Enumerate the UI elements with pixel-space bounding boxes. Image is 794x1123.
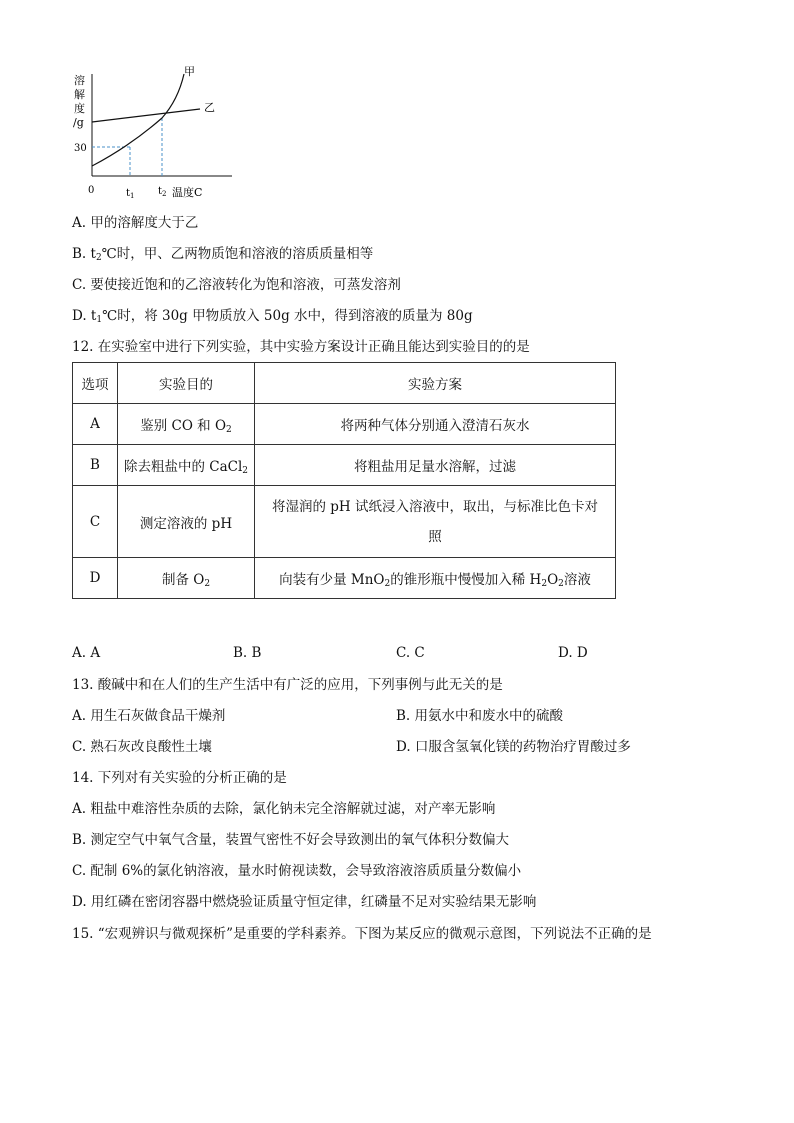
row-plan: 将粗盐用足量水溶解，过滤 xyxy=(255,445,616,486)
table-header-row xyxy=(73,363,616,404)
q14-option-d: D. 用红磷在密闭容器中燃烧验证质量守恒定律，红磷量不足对实验结果无影响 xyxy=(72,894,537,910)
q13-option-a: A. 用生石灰做食品干燥剂 xyxy=(72,708,226,724)
q14-option-a: A. 粗盐中难溶性杂质的去除，氯化钠未完全溶解就过滤，对产率无影响 xyxy=(72,801,496,817)
y-label-char: 度 xyxy=(74,102,85,115)
curve-yi xyxy=(92,109,200,122)
row-plan: 将湿润的 pH 试纸浸入溶液中，取出，与标准比色卡对 照 xyxy=(255,486,616,558)
row-option: A xyxy=(73,404,118,445)
row-option: C xyxy=(73,486,118,558)
table-row xyxy=(73,404,616,445)
q13-option-b: B. 用氨水中和废水中的硫酸 xyxy=(396,708,564,724)
q14-option-c: C. 配制 6%的氯化钠溶液，量水时俯视读数，会导致溶液溶质质量分数偏小 xyxy=(72,863,522,879)
q14-stem: 14. 下列对有关实验的分析正确的是 xyxy=(72,770,287,786)
row-purpose: 制备 $O_2$ xyxy=(118,558,255,599)
x-tick-t1: $t_1$ xyxy=(126,188,135,200)
curve-label-yi: 乙 xyxy=(204,101,215,114)
q11-option-a: A. 甲的溶解度大于乙 xyxy=(72,215,199,231)
q11-option-c: C. 要使接近饱和的乙溶液转化为饱和溶液，可蒸发溶剂 xyxy=(72,277,401,293)
q15-stem: 15. “宏观辨识与微观探析”是重要的学科素养。下图为某反应的微观示意图，下列说法不正确的是 xyxy=(72,926,652,942)
row-plan: 将两种气体分别通入澄清石灰水 xyxy=(255,404,616,445)
q13-option-d: D. 口服含氢氧化镁的药物治疗胃酸过多 xyxy=(396,739,631,755)
y-label-char: 溶 xyxy=(74,74,85,87)
table-row xyxy=(73,486,616,558)
row-purpose: 鉴别 CO 和 $O_2$ xyxy=(118,404,255,445)
solubility-graph xyxy=(60,62,300,202)
curve-label-jia: 甲 xyxy=(184,65,195,78)
header-purpose: 实验目的 xyxy=(118,363,255,404)
q12-option-d: D. D xyxy=(558,645,588,661)
table-row xyxy=(73,445,616,486)
q13-stem: 13. 酸碱中和在人们的生产生活中有广泛的应用，下列事例与此无关的是 xyxy=(72,677,503,693)
header-plan: 实验方案 xyxy=(255,363,616,404)
q12-stem: 12. 在实验室中进行下列实验，其中实验方案设计正确且能达到实验目的的是 xyxy=(72,339,530,355)
q13-option-c: C. 熟石灰改良酸性土壤 xyxy=(72,739,212,755)
row-plan: 向装有少量 MnO$_2$的锥形瓶中慢慢加入稀 $H_2O_2$溶液 xyxy=(255,558,616,599)
x-axis-label: 温度C xyxy=(172,186,203,199)
q12-option-a: A. A xyxy=(72,645,101,661)
row-option: B xyxy=(73,445,118,486)
y-label-char: /g xyxy=(73,116,84,129)
q11-option-b: B. $t_2℃$时，甲、乙两物质饱和溶液的溶质质量相等 xyxy=(72,246,374,263)
y-label-char: 解 xyxy=(74,88,85,101)
q12-option-c: C. C xyxy=(396,645,425,661)
row-purpose: 测定溶液的 pH xyxy=(118,486,255,558)
y-tick-30: 30 xyxy=(74,143,87,154)
x-tick-t2: $t_2$ xyxy=(158,186,167,198)
q11-option-d: D. $t_1℃$时，将 30g 甲物质放入 50g 水中，得到溶液的质量为 80g xyxy=(72,308,473,325)
q14-option-b: B. 测定空气中氧气含量，装置气密性不好会导致测出的氧气体积分数偏大 xyxy=(72,832,510,848)
row-option: D xyxy=(73,558,118,599)
q12-table xyxy=(72,362,616,599)
table-row xyxy=(73,558,616,599)
header-option: 选项 xyxy=(73,363,118,404)
row-purpose: 除去粗盐中的 CaCl$_2$ xyxy=(118,445,255,486)
origin-label: 0 xyxy=(88,185,95,196)
q12-option-b: B. B xyxy=(233,645,262,661)
